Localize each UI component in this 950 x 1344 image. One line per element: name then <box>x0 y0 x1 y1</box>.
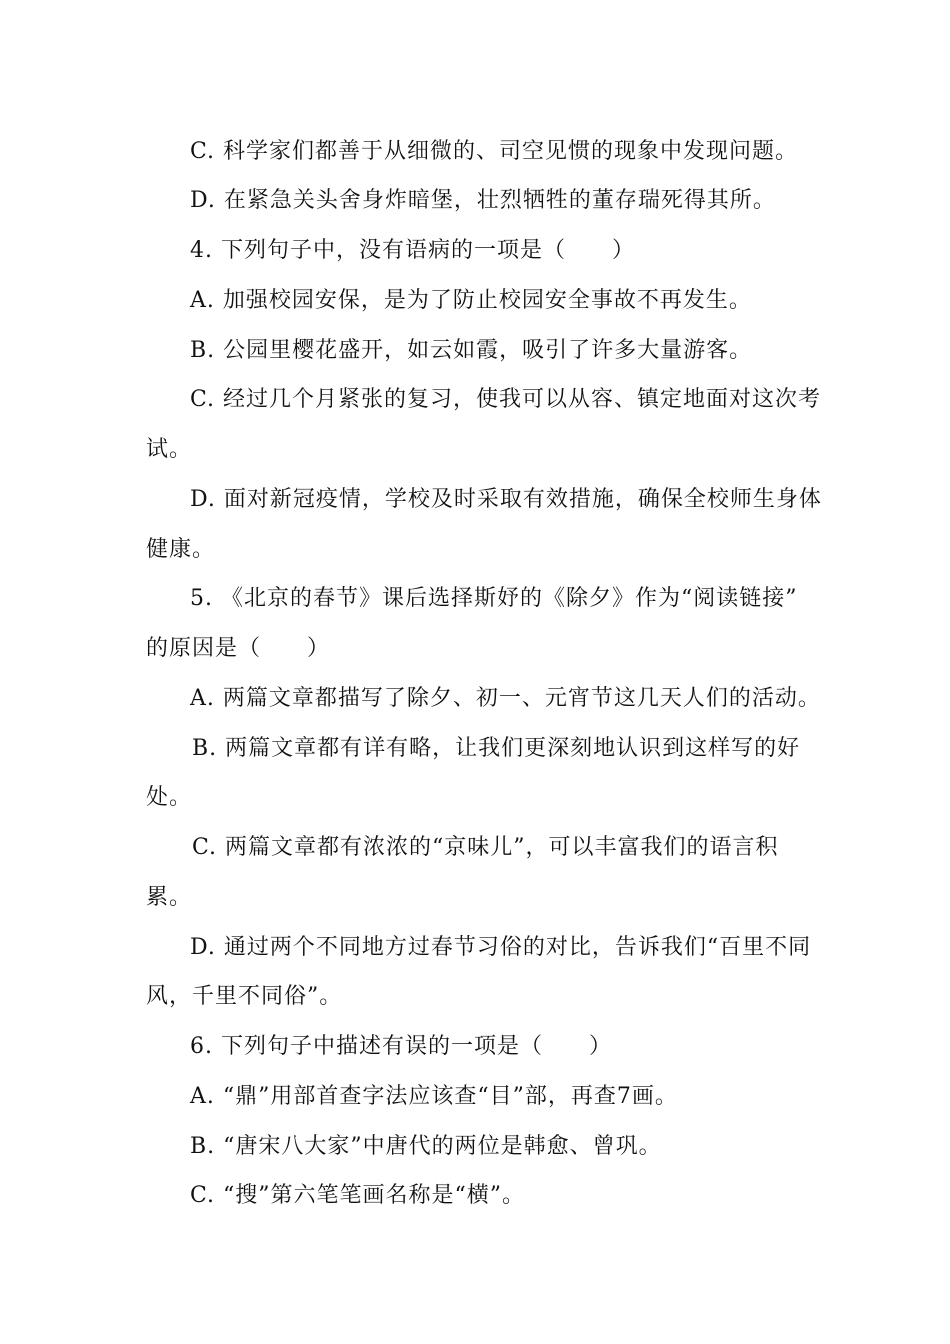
option-a-q6: A. “鼎”用部首查字法应该查“目”部，再查7画。 <box>190 1084 678 1109</box>
option-a-q5: A. 两篇文章都描写了除夕、初一、元宵节这几天人们的活动。 <box>190 686 821 711</box>
option-d-q3: D. 在紧急关头舍身炸暗堡，壮烈牺牲的董存瑞死得其所。 <box>190 188 776 213</box>
question-4: 4. 下列句子中，没有语病的一项是（ ） <box>190 238 635 263</box>
option-c-q5-cont: 累。 <box>146 885 193 910</box>
question-5-cont: 的原因是（ ） <box>146 636 331 661</box>
option-b-q4: B. 公园里樱花盛开，如云如霞，吸引了许多大量游客。 <box>190 338 753 363</box>
option-d-q5: D. 通过两个不同地方过春节习俗的对比，告诉我们“百里不同 <box>190 935 812 960</box>
question-6: 6. 下列句子中描述有误的一项是（ ） <box>190 1034 612 1059</box>
option-b-q5: B. 两篇文章都有详有略，让我们更深刻地认识到这样写的好 <box>192 736 801 761</box>
option-b-q6: B. “唐宋八大家”中唐代的两位是韩愈、曾巩。 <box>190 1134 662 1159</box>
question-5: 5. 《北京的春节》课后选择斯妤的《除夕》作为“阅读链接” <box>190 586 798 611</box>
option-d-q5-cont: 风，千里不同俗”。 <box>146 984 343 1009</box>
option-c-q4: C. 经过几个月紧张的复习，使我可以从容、镇定地面对这次考 <box>190 387 822 412</box>
option-c-q5: C. 两篇文章都有浓浓的“京味儿”，可以丰富我们的语言积 <box>192 835 779 860</box>
option-a-q4: A. 加强校园安保，是为了防止校园安全事故不再发生。 <box>190 288 752 313</box>
option-c-q3: C. 科学家们都善于从细微的、司空见惯的现象中发现问题。 <box>190 139 799 164</box>
option-b-q5-cont: 处。 <box>146 785 193 810</box>
option-c-q6: C. “搜”第六笔笔画名称是“横”。 <box>190 1183 526 1208</box>
option-d-q4-cont: 健康。 <box>146 537 216 562</box>
option-c-q4-cont: 试。 <box>146 437 193 462</box>
option-d-q4: D. 面对新冠疫情，学校及时采取有效措施，确保全校师生身体 <box>190 487 822 512</box>
